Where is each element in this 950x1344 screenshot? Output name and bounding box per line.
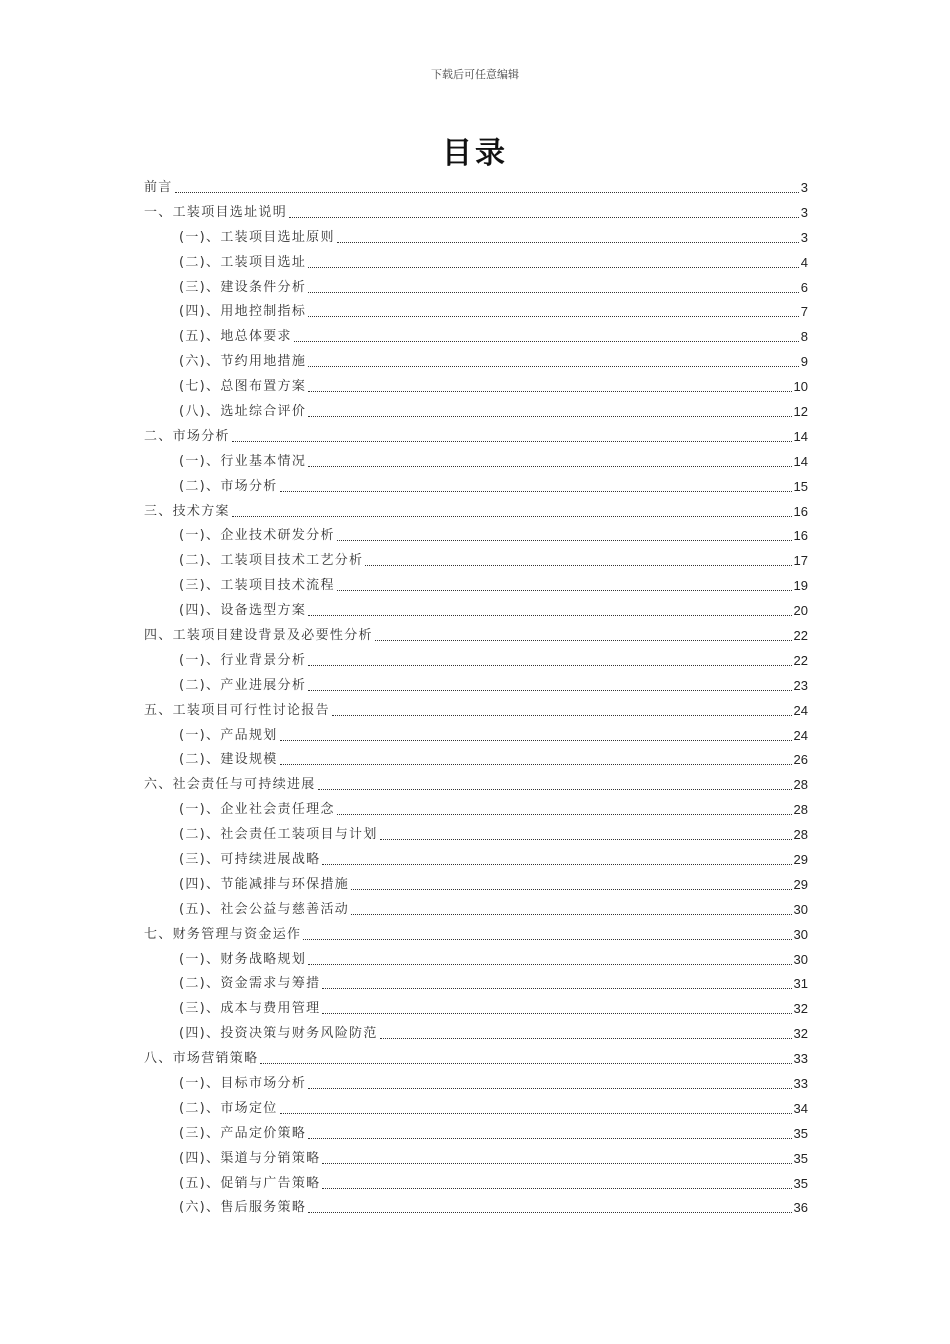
toc-entry-label: (二)、工装项目选址 [179, 254, 307, 270]
toc-page-number: 29 [793, 876, 808, 892]
toc-dot-leader [280, 764, 792, 765]
toc-section-entry[interactable] [144, 424, 808, 449]
toc-page-number: 29 [793, 851, 808, 867]
header-note: 下载后可任意编辑 [431, 68, 519, 81]
toc-section-entry[interactable] [144, 175, 808, 200]
toc-page-number: 12 [793, 403, 808, 419]
toc-dot-leader [175, 192, 799, 193]
toc-page-number: 30 [793, 926, 808, 942]
toc-subsection-entry[interactable] [144, 723, 808, 748]
toc-page-number: 7 [800, 304, 808, 320]
toc-subsection-entry[interactable] [144, 897, 808, 922]
toc-page-number: 24 [793, 727, 808, 743]
toc-entry-label: (一)、目标市场分析 [179, 1076, 307, 1091]
toc-subsection-entry[interactable] [144, 523, 808, 548]
toc-page-number: 31 [793, 976, 808, 992]
toc-subsection-entry[interactable] [144, 673, 808, 698]
toc-page-number: 17 [793, 553, 808, 569]
toc-page-number: 23 [793, 677, 808, 693]
toc-subsection-entry[interactable] [144, 449, 808, 474]
toc-dot-leader [308, 964, 791, 965]
toc-entry-label: (四)、节能减排与环保措施 [179, 876, 350, 892]
toc-entry-label: (三)、工装项目技术流程 [179, 578, 335, 594]
toc-subsection-entry[interactable] [144, 847, 808, 872]
toc-page-number: 14 [793, 428, 808, 444]
toc-dot-leader [232, 441, 792, 442]
toc-entry-label: 四、工装项目建设背景及必要性分析 [144, 627, 373, 643]
toc-page-number: 10 [793, 379, 808, 395]
toc-entry-label: (二)、工装项目技术工艺分析 [179, 553, 364, 569]
toc-entry-label: (三)、成本与费用管理 [179, 1001, 321, 1017]
toc-subsection-entry[interactable] [144, 947, 808, 972]
toc-entry-label: 六、社会责任与可持续进展 [144, 777, 316, 793]
toc-subsection-entry[interactable] [144, 1021, 808, 1046]
toc-subsection-entry[interactable] [144, 349, 808, 374]
toc-page-number: 32 [793, 1026, 808, 1042]
toc-page-number: 20 [793, 603, 808, 619]
toc-page-number: 28 [793, 827, 808, 843]
toc-dot-leader [280, 740, 792, 741]
toc-subsection-entry[interactable] [144, 324, 808, 349]
toc-entry-label: 八、市场营销策略 [144, 1051, 259, 1067]
toc-subsection-entry[interactable] [144, 548, 808, 573]
toc-page-number: 36 [793, 1200, 808, 1216]
toc-entry-label: (一)、行业背景分析 [179, 652, 307, 668]
toc-page-number: 32 [793, 1001, 808, 1017]
toc-entry-label: 前言 [144, 179, 173, 195]
toc-entry-label: (一)、企业技术研发分析 [179, 528, 335, 544]
toc-dot-leader [308, 466, 791, 467]
toc-subsection-entry[interactable] [144, 598, 808, 623]
toc-page-number: 30 [793, 951, 808, 967]
toc-entry-label: 五、工装项目可行性讨论报告 [144, 702, 330, 718]
toc-dot-leader [308, 1212, 791, 1213]
toc-dot-leader [380, 1038, 792, 1039]
toc-dot-leader [337, 814, 792, 815]
toc-subsection-entry[interactable] [144, 474, 808, 499]
toc-dot-leader [308, 316, 799, 317]
toc-subsection-entry[interactable] [144, 797, 808, 822]
toc-page-number: 28 [793, 802, 808, 818]
toc-section-entry[interactable] [144, 200, 808, 225]
toc-entry-label: (二)、建设规模 [179, 752, 278, 768]
toc-entry-label: 二、市场分析 [144, 428, 230, 444]
toc-dot-leader [322, 988, 791, 989]
toc-entry-label: (一)、工装项目选址原则 [179, 229, 335, 245]
toc-section-entry[interactable] [144, 623, 808, 648]
toc-entry-label: (二)、社会责任工装项目与计划 [179, 827, 378, 843]
toc-page-number: 19 [793, 578, 808, 594]
toc-dot-leader [337, 590, 792, 591]
toc-subsection-entry[interactable] [144, 972, 808, 997]
toc-subsection-entry[interactable] [144, 374, 808, 399]
toc-page-number: 35 [793, 1150, 808, 1166]
toc-entry-label: 一、工装项目选址说明 [144, 204, 288, 220]
toc-subsection-entry[interactable] [144, 299, 808, 324]
toc-page-number: 26 [793, 752, 808, 768]
toc-page-number: 28 [793, 777, 808, 793]
toc-subsection-entry[interactable] [144, 573, 808, 598]
toc-subsection-entry[interactable] [144, 1146, 808, 1171]
toc-page-number: 16 [793, 503, 808, 519]
table-of-contents [144, 175, 808, 1220]
page-title: 目录 [442, 136, 508, 171]
toc-entry-label: (一)、产品规划 [179, 727, 278, 743]
toc-section-entry[interactable] [144, 499, 808, 524]
toc-page-number: 4 [800, 254, 808, 270]
toc-page-number: 33 [793, 1076, 808, 1091]
toc-entry-label: (五)、地总体要求 [179, 329, 292, 345]
toc-dot-leader [280, 491, 792, 492]
toc-section-entry[interactable] [144, 698, 808, 723]
toc-dot-leader [380, 839, 792, 840]
toc-entry-label: (五)、社会公益与慈善活动 [179, 901, 350, 917]
toc-dot-leader [322, 1188, 791, 1189]
toc-dot-leader [351, 914, 791, 915]
toc-dot-leader [308, 366, 799, 367]
toc-dot-leader [308, 1138, 791, 1139]
toc-entry-label: (六)、售后服务策略 [179, 1200, 307, 1216]
toc-page-number: 16 [793, 528, 808, 544]
toc-page-number: 8 [800, 329, 808, 345]
toc-subsection-entry[interactable] [144, 1171, 808, 1196]
toc-entry-label: (五)、促销与广告策略 [179, 1175, 321, 1191]
toc-page-number: 14 [793, 453, 808, 469]
toc-page-number: 15 [793, 478, 808, 494]
toc-page-number: 35 [793, 1125, 808, 1141]
toc-entry-label: (三)、建设条件分析 [179, 279, 307, 295]
toc-dot-leader [308, 690, 791, 691]
toc-entry-label: (二)、市场分析 [179, 478, 278, 494]
toc-dot-leader [308, 391, 791, 392]
toc-section-entry[interactable] [144, 922, 808, 947]
toc-subsection-entry[interactable] [144, 275, 808, 300]
toc-dot-leader [322, 864, 791, 865]
toc-dot-leader [337, 540, 792, 541]
toc-subsection-entry[interactable] [144, 648, 808, 673]
toc-entry-label: (四)、投资决策与财务风险防范 [179, 1026, 378, 1042]
toc-dot-leader [365, 565, 791, 566]
toc-page-number: 35 [793, 1175, 808, 1191]
toc-subsection-entry[interactable] [144, 872, 808, 897]
toc-subsection-entry[interactable] [144, 399, 808, 424]
toc-page-number: 3 [800, 229, 808, 245]
toc-page-number: 34 [793, 1100, 808, 1116]
toc-dot-leader [322, 1013, 791, 1014]
toc-entry-label: (三)、产品定价策略 [179, 1125, 307, 1141]
toc-dot-leader [308, 267, 799, 268]
toc-section-entry[interactable] [144, 1046, 808, 1071]
toc-dot-leader [318, 789, 792, 790]
toc-entry-label: (八)、选址综合评价 [179, 403, 307, 419]
toc-entry-label: (三)、可持续进展战略 [179, 851, 321, 867]
toc-page-number: 24 [793, 702, 808, 718]
toc-entry-label: (六)、节约用地措施 [179, 354, 307, 370]
toc-entry-label: (一)、企业社会责任理念 [179, 802, 335, 818]
toc-subsection-entry[interactable] [144, 250, 808, 275]
toc-dot-leader [337, 242, 799, 243]
toc-dot-leader [232, 516, 792, 517]
toc-dot-leader [289, 217, 799, 218]
toc-page-number: 22 [793, 652, 808, 668]
toc-entry-label: (四)、设备选型方案 [179, 603, 307, 619]
toc-subsection-entry[interactable] [144, 1071, 808, 1096]
toc-dot-leader [308, 615, 791, 616]
toc-dot-leader [308, 416, 791, 417]
toc-entry-label: (二)、产业进展分析 [179, 677, 307, 693]
toc-dot-leader [375, 640, 792, 641]
toc-subsection-entry[interactable] [144, 1096, 808, 1121]
toc-page-number: 30 [793, 901, 808, 917]
toc-dot-leader [280, 1113, 792, 1114]
toc-entry-label: 三、技术方案 [144, 503, 230, 519]
toc-dot-leader [351, 889, 791, 890]
toc-page-number: 22 [793, 627, 808, 643]
toc-dot-leader [308, 665, 791, 666]
toc-entry-label: 七、财务管理与资金运作 [144, 926, 302, 942]
toc-section-entry[interactable] [144, 772, 808, 797]
toc-dot-leader [332, 715, 792, 716]
toc-subsection-entry[interactable] [144, 996, 808, 1021]
toc-dot-leader [308, 1088, 791, 1089]
toc-subsection-entry[interactable] [144, 1196, 808, 1221]
toc-page-number: 33 [793, 1051, 808, 1067]
toc-entry-label: (一)、财务战略规划 [179, 951, 307, 967]
toc-entry-label: (一)、行业基本情况 [179, 453, 307, 469]
toc-page-number: 9 [800, 354, 808, 370]
toc-dot-leader [260, 1063, 791, 1064]
toc-subsection-entry[interactable] [144, 1121, 808, 1146]
toc-entry-label: (二)、市场定位 [179, 1100, 278, 1116]
toc-dot-leader [303, 939, 791, 940]
toc-subsection-entry[interactable] [144, 225, 808, 250]
toc-entry-label: (二)、资金需求与筹措 [179, 976, 321, 992]
toc-page-number: 3 [800, 204, 808, 220]
toc-page-number: 3 [800, 179, 808, 195]
toc-dot-leader [322, 1163, 791, 1164]
toc-entry-label: (四)、用地控制指标 [179, 304, 307, 320]
toc-dot-leader [308, 292, 799, 293]
toc-subsection-entry[interactable] [144, 747, 808, 772]
toc-dot-leader [294, 341, 799, 342]
toc-page-number: 6 [800, 279, 808, 295]
toc-subsection-entry[interactable] [144, 822, 808, 847]
toc-entry-label: (四)、渠道与分销策略 [179, 1150, 321, 1166]
toc-entry-label: (七)、总图布置方案 [179, 379, 307, 395]
